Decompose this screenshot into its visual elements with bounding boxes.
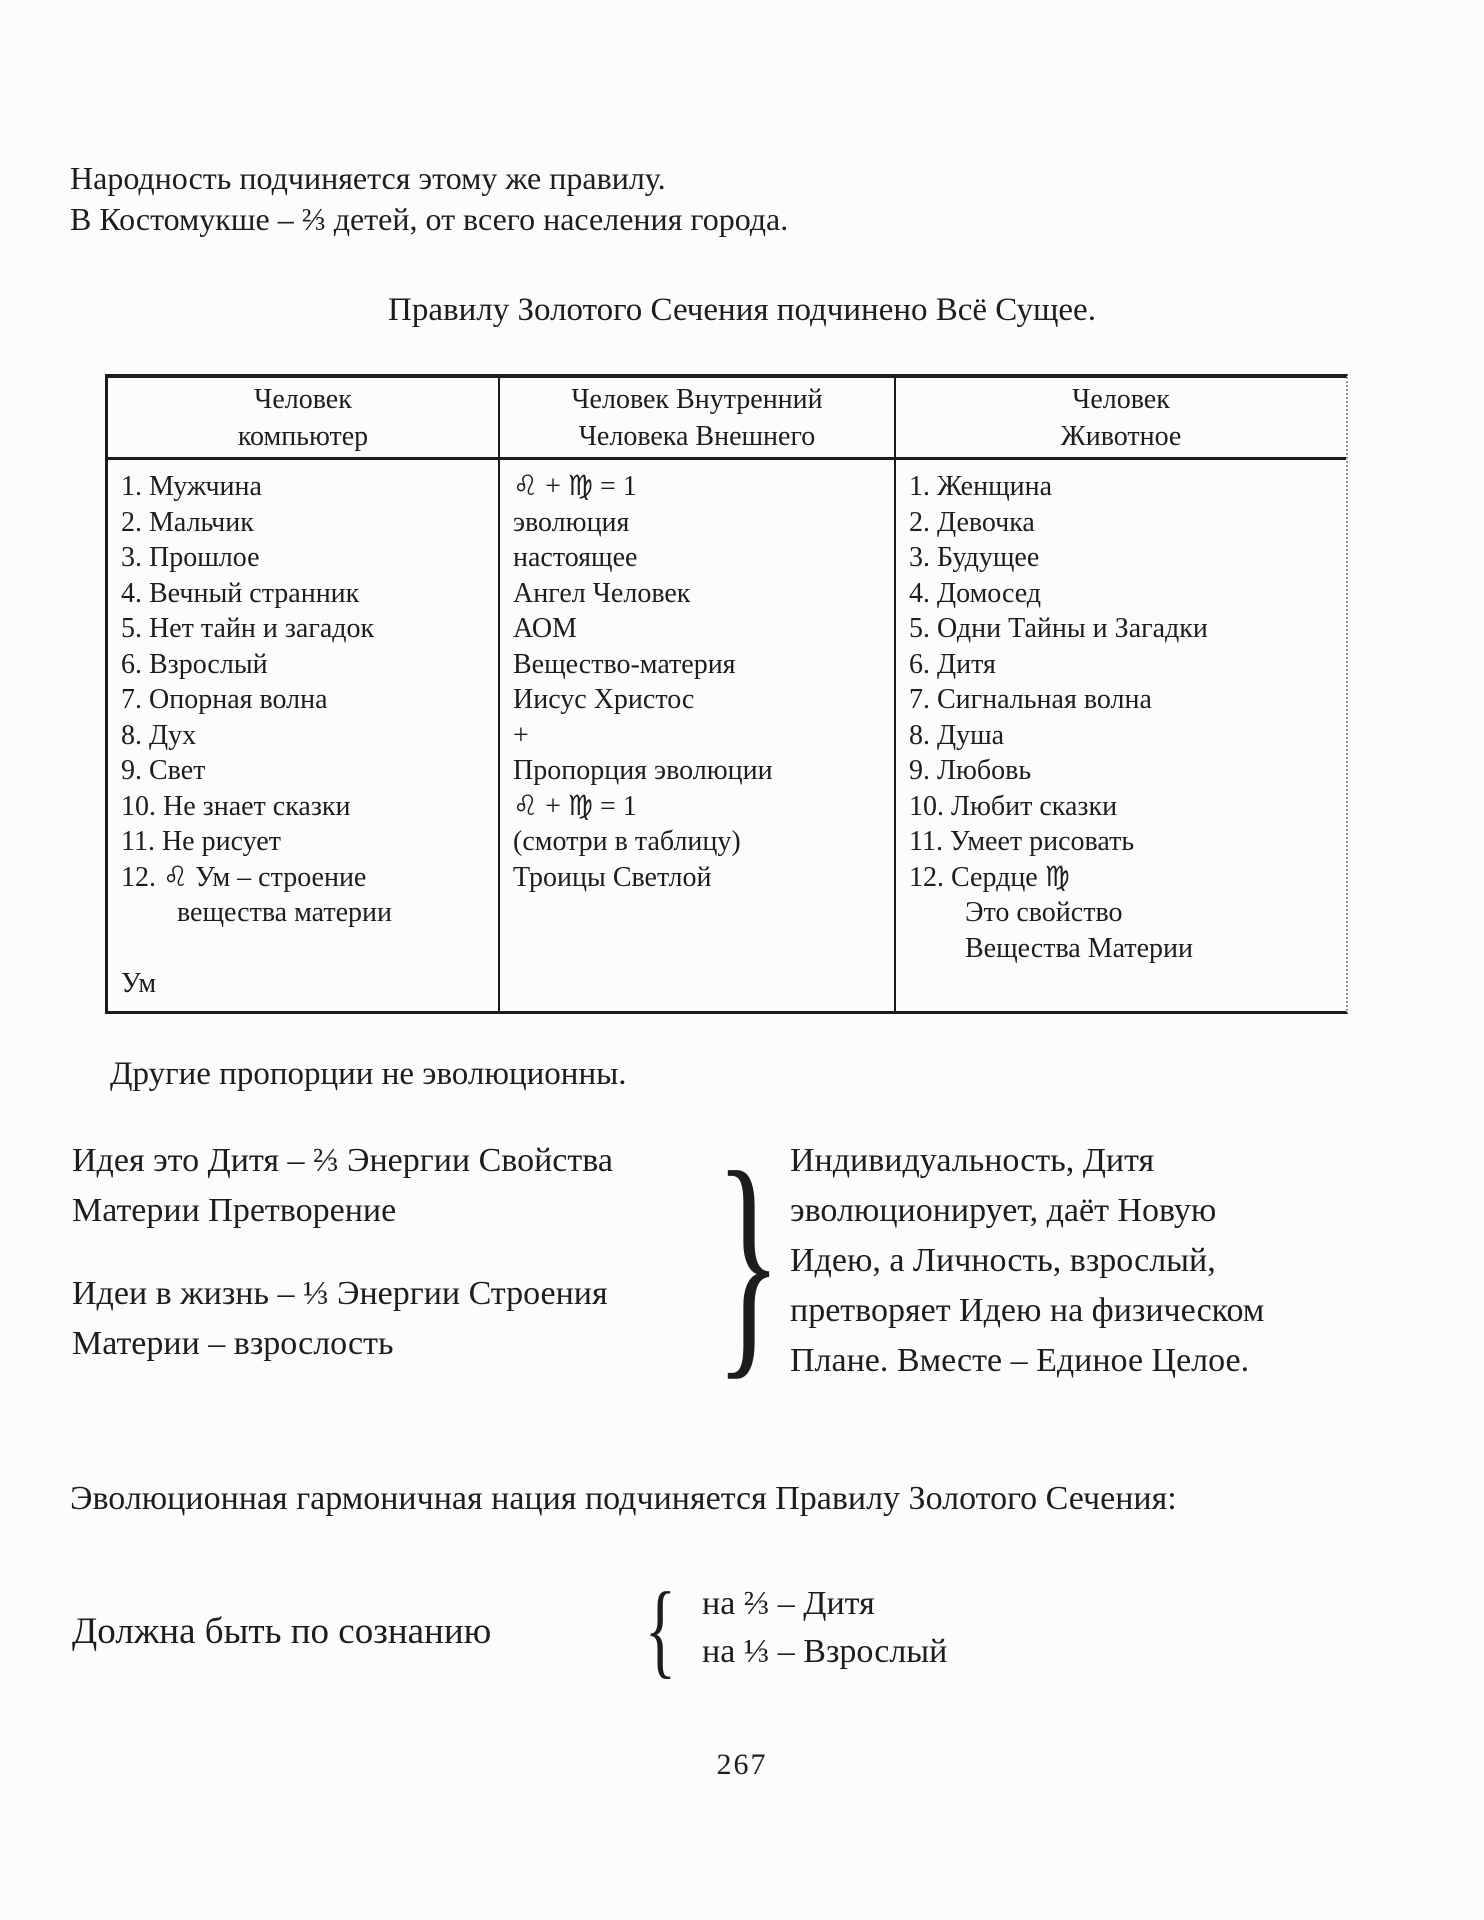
table-cell-line: 1. Женщина [909,471,1053,502]
consciousness-label: Должна быть по сознанию [72,1611,492,1652]
table-cell [500,460,894,1011]
table-cell-line: Это свойство [909,897,1123,928]
column-header-line: компьютер [237,421,369,452]
table-cell-line: настоящее [513,542,638,573]
table-cell-line: (смотри в таблицу) [513,826,741,857]
consciousness-item-child: на ⅔ – Дитя [702,1585,875,1622]
individuality-line-1: Индивидуальность, Дитя [790,1142,1155,1179]
table-cell-line: 10. Не знает сказки [121,790,351,822]
table-cell [108,460,498,1011]
column-header [108,378,498,460]
individuality-line-4: претворяет Идею на физическом [790,1292,1265,1329]
table-cell-line: Ум [121,968,157,999]
golden-section-table [105,374,1348,1014]
proportions-left-text [72,1136,613,1369]
individuality-line-5: Плане. Вместе – Единое Целое. [790,1342,1250,1379]
table-column-human-computer [108,378,500,1011]
brace-glyph: } [714,1120,782,1400]
column-header [896,378,1346,460]
column-header-line: Человек Внутренний [571,384,823,415]
table-cell-line: 6. Взрослый [121,648,268,680]
table-cell-line: 2. Девочка [909,506,1035,538]
table-column-inner-human [500,378,896,1011]
right-curly-brace-icon [712,1122,784,1398]
column-header [500,378,894,460]
table-cell-line: вещества материи [121,897,392,928]
table-cell-line: Троицы Светлой [513,861,712,893]
table-cell-line: 9. Любовь [909,755,1032,786]
intro-line-1: Народность подчиняется этому же правилу. [70,160,666,196]
column-header-line: Животное [1060,421,1182,452]
individuality-line-3: Идею, а Личность, взрослый, [790,1242,1216,1279]
table-cell-line: 2. Мальчик [121,506,254,538]
table-cell-line: Вещества Материи [909,932,1193,964]
table-cell-line: + [513,719,529,751]
table-cell-line: 5. Нет тайн и загадок [121,613,375,644]
section-heading: Правилу Золотого Сечения подчинено Всё Сущее. [388,292,1096,328]
table-cell-line: 4. Вечный странник [121,577,360,609]
table-cell-line: 7. Сигнальная волна [909,684,1152,715]
table-cell-line: 9. Свет [121,755,206,786]
column-header-line: Человек [254,384,352,415]
idea-life-line-1: Идеи в жизнь – ⅓ Энергии Строения [72,1275,608,1312]
table-cell-line: 3. Будущее [909,542,1040,573]
table-cell-line: Вещество-материя [513,648,736,680]
column-header-line: Человек [1072,384,1170,415]
table-cell-line: 6. Дитя [909,648,996,680]
idea-child-line-1: Идея это Дитя – ⅔ Энергии Свойства [72,1142,613,1179]
left-curly-brace-icon [632,1570,688,1690]
table-cell-line: Пропорция эволюции [513,755,773,786]
table-cell-line: ♌ + ♍ = 1 [513,790,637,822]
nation-rule-statement: Эволюционная гармоничная нация подчиняется Правилу Золотого Сечения: [70,1480,1177,1517]
after-table-statement: Другие пропорции не эволюционны. [110,1056,627,1092]
intro-line-2: В Костомукше – ⅔ детей, от всего населения города. [70,201,789,237]
consciousness-item-adult: на ⅓ – Взрослый [702,1633,948,1670]
intro-paragraph [70,158,788,240]
table-cell-line: 12. Сердце ♍ [909,861,1070,893]
table-cell-line: 5. Одни Тайны и Загадки [909,613,1208,644]
table-column-human-animal [896,378,1346,1011]
table-cell-line: 3. Прошлое [121,542,260,573]
table-cell-line: 1. Мужчина [121,471,262,502]
page-number: 267 [716,1748,768,1781]
column-header-line: Человека Внешнего [578,421,816,452]
table-cell-line: 10. Любит сказки [909,790,1118,822]
brace-glyph: { [644,1571,676,1688]
table-cell-line: 11. Не рисует [121,826,281,857]
idea-life-line-2: Материи – взрослость [72,1325,394,1362]
table-cell-line: 7. Опорная волна [121,684,328,715]
table-cell-line: 12. ♌ Ум – строение [121,861,367,893]
table-cell-line: 8. Дух [121,719,197,751]
table-cell-line: АОМ [513,613,577,644]
proportions-right-text [790,1136,1264,1386]
table-cell-line: эволюция [513,506,630,538]
table-cell-line: ♌ + ♍ = 1 [513,471,637,502]
table-cell [896,460,1346,1011]
table-cell-line: 8. Душа [909,719,1005,751]
table-cell-line: Иисус Христос [513,684,695,715]
individuality-line-2: эволюционирует, даёт Новую [790,1192,1217,1229]
consciousness-items [702,1580,947,1676]
spacer [72,1236,613,1269]
table-cell-line: 4. Домосед [909,577,1042,609]
idea-child-line-2: Материи Претворение [72,1192,397,1229]
table-cell-line: 11. Умеет рисовать [909,826,1135,857]
table-cell-line [121,931,494,967]
table-cell-line: Ангел Человек [513,577,691,609]
